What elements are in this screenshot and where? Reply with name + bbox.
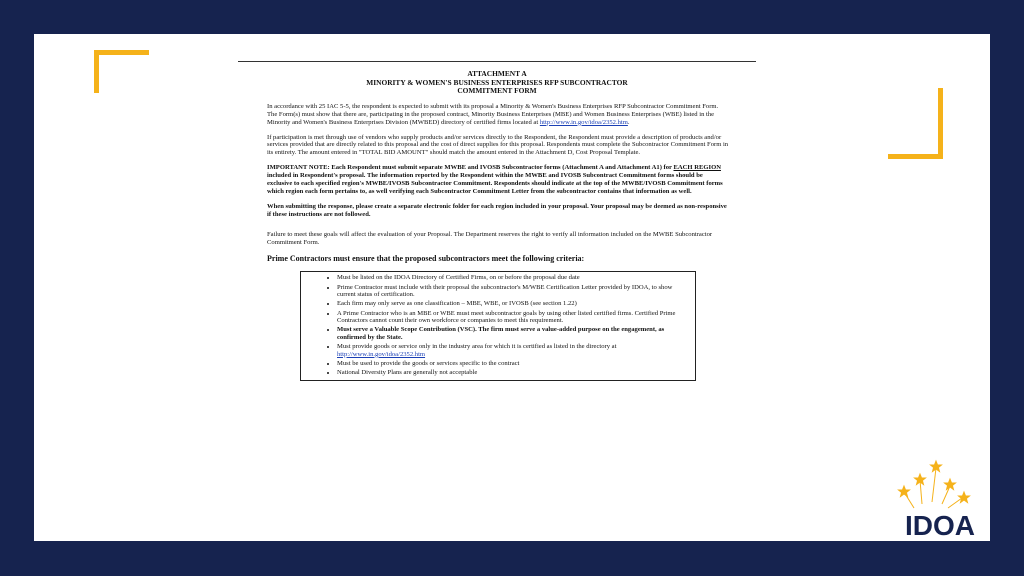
each-region-emphasis: EACH REGION bbox=[673, 164, 721, 172]
criteria-item: • Must be used to provide the goods or services specific to the contract bbox=[337, 360, 691, 368]
criteria-directory-text: Must provide goods or service only in the industry area for which it is certified as listed in the directory at bbox=[337, 343, 617, 351]
criteria-item: • Must be listed on the IDOA Directory of Certified Firms, on or before the proposal due date bbox=[337, 274, 691, 282]
criteria-item bbox=[337, 343, 691, 358]
criteria-box bbox=[300, 271, 696, 381]
title-line: COMMITMENT FORM bbox=[457, 86, 537, 96]
criteria-item: • Must serve a Valuable Scope Contribution (VSC). The firm must serve a value-added purpose on the engagement, as confirmed by the State. bbox=[337, 326, 691, 341]
attachment-document bbox=[238, 61, 756, 381]
title-line: MINORITY & WOMEN'S BUSINESS ENTERPRISES RFP SUBCONTRACTOR bbox=[366, 77, 628, 87]
logo-text: IDOA bbox=[905, 510, 975, 541]
important-note bbox=[267, 164, 729, 196]
corner-bracket-top-left bbox=[94, 50, 149, 93]
paragraph-intro-text: In accordance with 25 IAC 5-5, the respondent is expected to submit with its proposal a Minority & Women's Business Enterprises RFP Subcontractor Commitment Form. The Form(s) must show that there are, participating in the proposed contract, Minority Business Enterprises (MBE) and Women Business Enterprises (WBE) listed in the Minority and Women's Business Enterprises Division (MWBED) directory of certified firms located at bbox=[267, 102, 719, 126]
important-note-text-cont: included in Respondent's proposal. The information reported by the Respondent within the MWBE and IVOSB Subcontract Commitment forms should be exclusive to each specified region's MWBE/IVOSB Subcontractor Commitment. Respondents should indicate at the top of the MWBE/IVOSB Commitment forms which region each form pertains to, as well verifying each Subcontractor Commitment Letter from the subcontractor contains that information as well. bbox=[267, 172, 723, 195]
stars-icon bbox=[892, 458, 988, 514]
criteria-item: • National Diversity Plans are generally not acceptable bbox=[337, 369, 691, 377]
criteria-directory-link[interactable]: http://www.in.gov/idoa/2352.htm bbox=[337, 350, 426, 358]
document-title bbox=[238, 70, 756, 96]
paragraph-goals: Failure to meet these goals will affect the evaluation of your Proposal. The Department reserves the right to verify all information included on the MWBE Subcontractor Commitment Form. bbox=[267, 230, 713, 246]
title-line: ATTACHMENT A bbox=[467, 69, 527, 78]
criteria-item: • A Prime Contractor who is an MBE or WBE must meet subcontractor goals by using other listed certified firms. Certified Prime Contractors cannot count their own workforce or companies to meet this requirement. bbox=[337, 310, 691, 325]
paragraph-intro: In accordance with 25 IAC 5-5, the respondent is expected to submit with its proposal a Minority & Women's Business Enterprises RFP Subcontractor Commitment Form. The Form(s) must show that there are, participating in the proposed contract, Minority Business Enterprises (MBE) and Women Business Enterprises (WBE) listed in the Minority and Women's Business Enterprises Division (MWBED) directory of certified firms located at http://www.in.gov/idoa/2352.htm. bbox=[267, 102, 719, 126]
corner-bracket-right bbox=[888, 88, 943, 159]
directory-link[interactable]: http://www.in.gov/idoa/2352.htm bbox=[539, 118, 628, 126]
top-rule bbox=[238, 61, 756, 62]
idoa-logo bbox=[892, 458, 988, 541]
criteria-item: • Prime Contractor must include with their proposal the subcontractor's M/WBE Certification Letter provided by IDOA, to show current status of certification. bbox=[337, 284, 691, 299]
important-note-text: IMPORTANT NOTE: Each Respondent must submit separate MWBE and IVOSB Subcontractor forms (Attachment A and Attachment A1) for bbox=[267, 164, 674, 172]
criteria-item: • Each firm may only serve as one classification – MBE, WBE, or IVOSB (see section 1.22) bbox=[337, 300, 691, 308]
slide bbox=[34, 34, 990, 541]
submission-instructions: When submitting the response, please create a separate electronic folder for each region included in your proposal. Your proposal may be deemed as non-responsive if these instructions are not followed. bbox=[267, 202, 727, 218]
prime-contractors-heading: Prime Contractors must ensure that the proposed subcontractors meet the following criteria: bbox=[267, 254, 585, 264]
criteria-list bbox=[301, 274, 691, 376]
paragraph-vendors: If participation is met through use of vendors who supply products and/or services directly to the Respondent, the Respondent must provide a description of products and/or services provided that are directly related to this proposal and the cost of direct supplies for this proposal. Respondents must complete the Subcontractor Commitment Form in its entirety. The amount entered in "TOTAL BID AMOUNT" should match the amount entered in the Attachment D, Cost Proposal Template. bbox=[267, 133, 729, 157]
